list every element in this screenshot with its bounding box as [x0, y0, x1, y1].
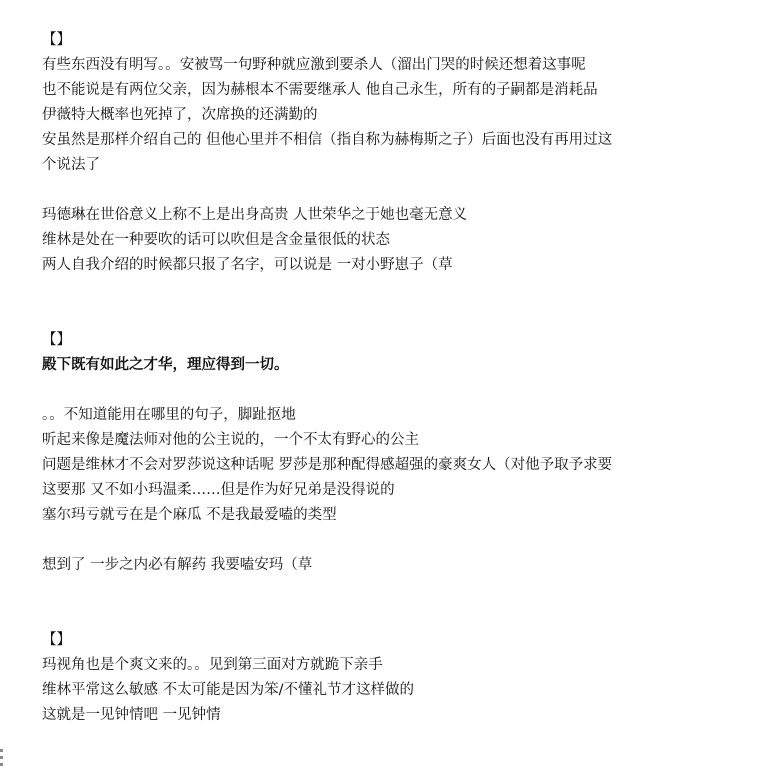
paragraph-line: 这就是一见钟情吧 一见钟情	[42, 707, 221, 723]
resize-handle[interactable]	[0, 749, 4, 775]
section-gap	[42, 278, 752, 328]
paragraph-line: 玛德琳在世俗意义上称不上是出身高贵 人世荣华之于她也毫无意义	[42, 207, 468, 223]
section-marker: 【】	[42, 332, 71, 348]
paragraph-line: 问题是维林才不会对罗莎说这种话呢 罗莎是那种配得感超强的豪爽女人（对他予取予求要	[42, 457, 613, 473]
paragraph-line: 两人自我介绍的时候都只报了名字，可以说是 一对小野崽子（草	[42, 257, 453, 273]
paragraph-line: 维林平常这么敏感 不太可能是因为笨/不懂礼节才这样做的	[42, 682, 414, 698]
paragraph-line: 维林是处在一种要吹的话可以吹但是含金量很低的状态	[42, 232, 390, 248]
paragraph-line: 个说法了	[42, 157, 100, 173]
handle-dot	[0, 749, 3, 752]
paragraph-line: 玛视角也是个爽文来的。。见到第三面对方就跪下亲手	[42, 657, 383, 673]
handle-dot	[0, 756, 3, 759]
blank-line	[42, 528, 752, 553]
quote-line: 殿下既有如此之才华，理应得到一切。	[42, 357, 289, 373]
paragraph-line: 伊薇特大概率也死掉了，次席换的还满勤的	[42, 107, 318, 123]
section-marker: 【】	[42, 632, 71, 648]
blank-line	[42, 378, 752, 403]
section-2	[42, 328, 752, 578]
paragraph-line: 也不能说是有两位父亲，因为赫根本不需要继承人 他自己永生，所有的子嗣都是消耗品	[42, 82, 598, 98]
section-1	[42, 28, 752, 278]
paragraph-line: 。。不知道能用在哪里的句子，脚趾抠地	[42, 407, 296, 423]
document-body	[42, 28, 752, 728]
section-3	[42, 628, 752, 728]
paragraph-line: 这要那 又不如小玛温柔……但是作为好兄弟是没得说的	[42, 482, 395, 498]
section-marker: 【】	[42, 32, 71, 48]
paragraph-line: 塞尔玛亏就亏在是个麻瓜 不是我最爱嗑的类型	[42, 507, 337, 523]
paragraph-line: 听起来像是魔法师对他的公主说的，一个不太有野心的公主	[42, 432, 419, 448]
section-gap	[42, 578, 752, 628]
paragraph-line: 安虽然是那样介绍自己的 但他心里并不相信（指自称为赫梅斯之子）后面也没有再用过这	[42, 132, 613, 148]
paragraph-line: 有些东西没有明写。。安被骂一句野种就应激到要杀人（溜出门哭的时候还想着这事呢	[42, 57, 586, 73]
blank-line	[42, 178, 752, 203]
handle-dot	[0, 763, 3, 766]
paragraph-line: 想到了 一步之内必有解药 我要嗑安玛（草	[42, 557, 313, 573]
